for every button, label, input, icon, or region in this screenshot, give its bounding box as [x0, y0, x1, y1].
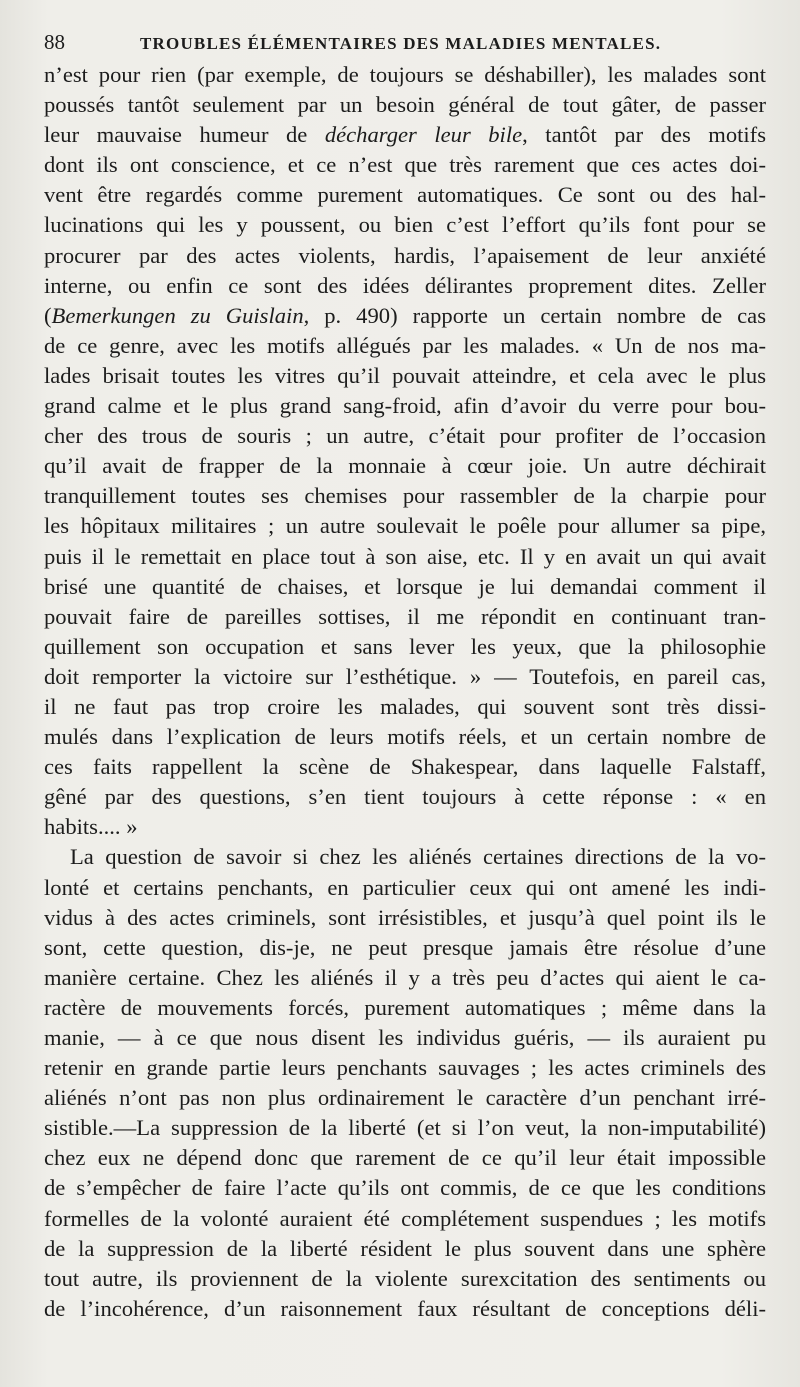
text-fragment: aliénés n’ont pas non plus ordinairement le caractère d’un penchant irré-: [44, 1085, 766, 1111]
text-fragment: pouvait faire de pareilles sottises, il me répondit en continuant tran-: [44, 603, 766, 629]
text-line: [44, 963, 766, 993]
text-line: [44, 1023, 766, 1053]
text-fragment: interne, ou enfin ce sont des idées délirantes proprement dites. Zeller: [44, 272, 766, 298]
text-fragment: quillement son occupation et sans lever les yeux, que la philosophie: [44, 633, 766, 659]
text-line: [44, 542, 766, 572]
text-fragment: de l’incohérence, d’un raisonnement faux résultant de conceptions déli-: [44, 1295, 766, 1321]
text-line: [44, 511, 766, 541]
text-fragment: (: [44, 302, 52, 328]
text-fragment: ces faits rappellent la scène de Shakespear, dans laquelle Falstaff,: [44, 754, 766, 780]
text-fragment: n’est pour rien (par exemple, de toujours se déshabiller), les malades sont: [44, 62, 766, 87]
italic-text: Bemerkungen zu Guislain: [51, 302, 304, 328]
text-line: [44, 301, 766, 331]
text-line: [44, 933, 766, 963]
page-number: 88: [44, 30, 65, 54]
text-fragment: doit remporter la victoire sur l’esthétique. » — Toutefois, en pareil cas,: [44, 663, 766, 689]
text-line: [44, 241, 766, 271]
text-line: [44, 632, 766, 662]
text-line: [44, 120, 766, 150]
text-fragment: chez eux ne dépend donc que rarement de ce qu’il leur était impossible: [44, 1145, 766, 1171]
text-fragment: grand calme et le plus grand sang-froid, afin d’avoir du verre pour bou-: [44, 393, 766, 419]
text-fragment: de s’empêcher de faire l’acte qu’ils ont commis, de ce que les conditions: [44, 1175, 766, 1201]
text-line: [44, 1204, 766, 1234]
text-line: [44, 391, 766, 421]
text-line: [44, 752, 766, 782]
text-fragment: La question de savoir si chez les aliénés certaines directions de la vo-: [70, 844, 766, 870]
text-line: [44, 722, 766, 752]
text-line: [44, 481, 766, 511]
text-fragment: de ce genre, avec les motifs allégués par les malades. « Un de nos ma-: [44, 332, 766, 358]
text-fragment: sistible.—La suppression de la liberté (et si l’on veut, la non-imputabilité): [44, 1115, 766, 1141]
text-fragment: manière certaine. Chez les aliénés il y a très peu d’actes qui aient le ca-: [44, 964, 766, 990]
text-fragment: puis il le remettait en place tout à son aise, etc. Il y en avait un qui avait: [44, 543, 766, 569]
text-fragment: sont, cette question, dis-je, ne peut presque jamais être résolue d’une: [44, 934, 766, 960]
text-line: [44, 1234, 766, 1264]
text-fragment: mulés dans l’explication de leurs motifs réels, et un certain nombre de: [44, 724, 766, 750]
text-line: [44, 1053, 766, 1083]
text-fragment: lades brisait toutes les vitres qu’il pouvait atteindre, et cela avec le plus: [44, 362, 766, 388]
text-line: [44, 993, 766, 1023]
text-line: [44, 1294, 766, 1324]
page-header: [44, 30, 766, 60]
text-line: [44, 1143, 766, 1173]
text-fragment: les hôpitaux militaires ; un autre soulevait le poêle pour allumer sa pipe,: [44, 513, 766, 539]
text-line: [44, 421, 766, 451]
text-line: [44, 60, 766, 90]
text-fragment: procurer par des actes violents, hardis, l’apaisement de leur anxiété: [44, 242, 766, 268]
text-line: [44, 1264, 766, 1294]
text-fragment: , tantôt par des motifs: [522, 122, 766, 148]
text-line: [44, 150, 766, 180]
text-fragment: , p. 490) rapporte un certain nombre de cas: [303, 302, 766, 328]
text-fragment: de la suppression de la liberté résident le plus souvent dans une sphère: [44, 1235, 766, 1261]
text-fragment: gêné par des questions, s’en tient toujours à cette réponse : « en: [44, 784, 766, 810]
text-line: [44, 782, 766, 812]
text-fragment: poussés tantôt seulement par un besoin général de tout gâter, de passer: [44, 92, 766, 118]
text-fragment: lonté et certains penchants, en particulier ceux qui ont amené les indi-: [44, 874, 766, 900]
text-fragment: cher des trous de souris ; un autre, c’était pour profiter de l’occasion: [44, 423, 766, 449]
text-fragment: leur mauvaise humeur de: [44, 122, 325, 148]
text-line: [44, 331, 766, 361]
text-fragment: il ne faut pas trop croire les malades, qui souvent sont très dissi-: [44, 693, 766, 719]
text-line: [44, 1113, 766, 1143]
text-line: [44, 692, 766, 722]
text-line: [44, 1173, 766, 1203]
text-line: [44, 602, 766, 632]
text-line: [44, 873, 766, 903]
running-title: TROUBLES ÉLÉMENTAIRES DES MALADIES MENTALES.: [140, 34, 662, 53]
body-text: [44, 60, 766, 1324]
text-line: [44, 210, 766, 240]
text-fragment: vent être regardés comme purement automatiques. Ce sont ou des hal-: [44, 182, 766, 208]
text-fragment: dont ils ont conscience, et ce n’est que très rarement que ces actes doi-: [44, 152, 766, 178]
text-line: [44, 451, 766, 481]
text-fragment: manie, — à ce que nous disent les individus guéris, — ils auraient pu: [44, 1025, 766, 1050]
text-line: [44, 1083, 766, 1113]
text-fragment: vidus à des actes criminels, sont irrésistibles, et jusqu’à quel point ils le: [44, 904, 766, 930]
text-line: [44, 662, 766, 692]
text-line: [44, 842, 766, 872]
italic-text: décharger leur bile: [324, 122, 523, 148]
text-fragment: brisé une quantité de chaises, et lorsque je lui demandai comment il: [44, 573, 766, 599]
text-line: [44, 271, 766, 301]
text-fragment: ractère de mouvements forcés, purement automatiques ; même dans la: [44, 994, 766, 1020]
text-fragment: tranquillement toutes ses chemises pour rassembler de la charpie pour: [44, 483, 766, 509]
text-line: [44, 572, 766, 602]
text-fragment: qu’il avait de frapper de la monnaie à cœur joie. Un autre déchirait: [44, 453, 766, 479]
text-fragment: formelles de la volonté auraient été complétement suspendues ; les motifs: [44, 1205, 766, 1231]
text-fragment: lucinations qui les y poussent, ou bien c’est l’effort qu’ils font pour se: [44, 212, 766, 238]
text-line: [44, 903, 766, 933]
text-line: [44, 812, 766, 842]
text-fragment: tout autre, ils proviennent de la violente surexcitation des sentiments ou: [44, 1265, 766, 1291]
text-fragment: habits.... »: [44, 814, 138, 840]
text-fragment: retenir en grande partie leurs penchants sauvages ; les actes criminels des: [44, 1055, 766, 1081]
text-line: [44, 361, 766, 391]
text-line: [44, 90, 766, 120]
text-line: [44, 180, 766, 210]
